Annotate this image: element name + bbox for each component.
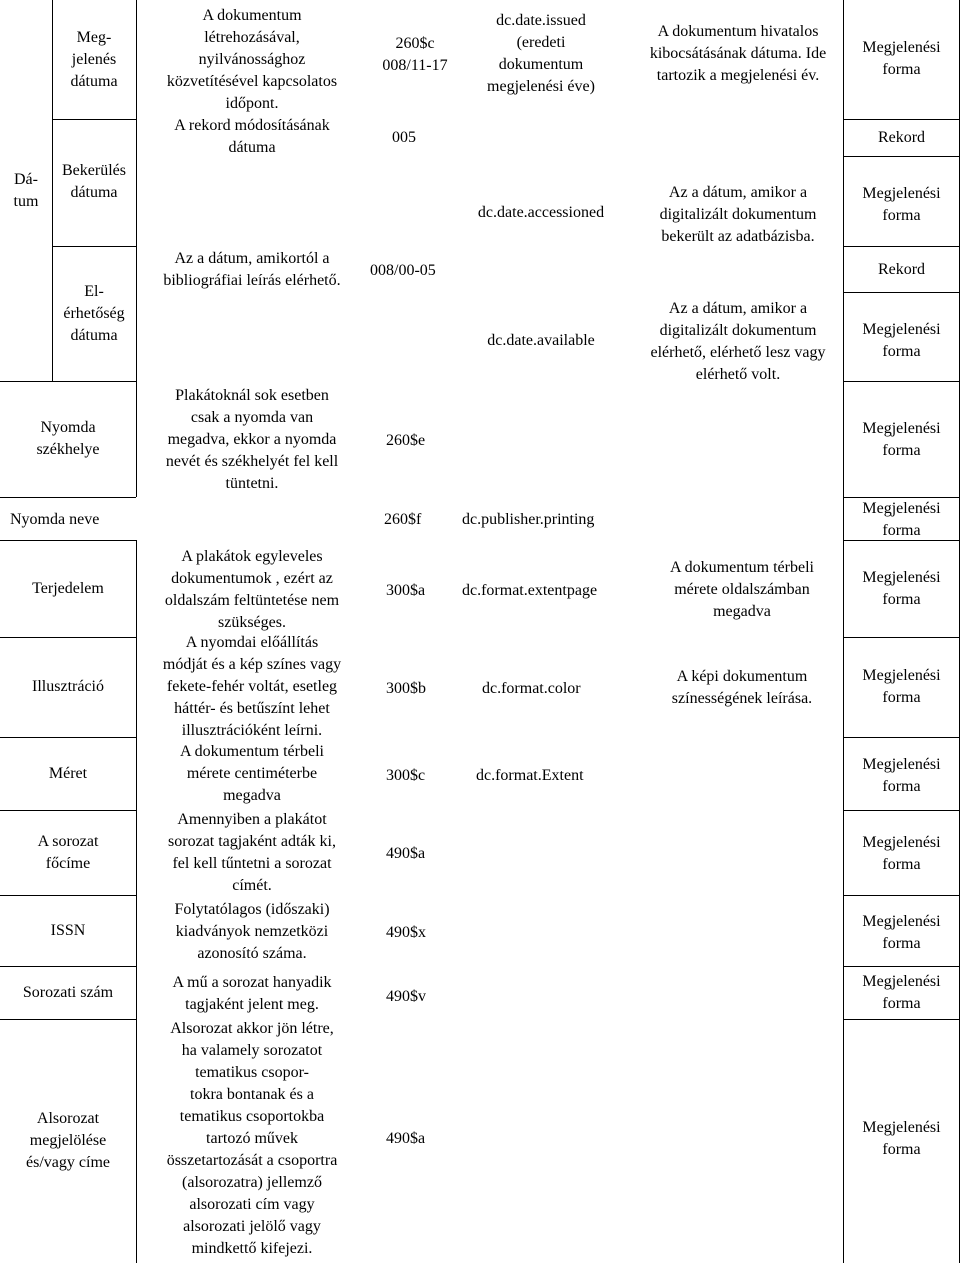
grid-line bbox=[843, 966, 960, 967]
nyomda-szekhelye-level: Megjelenési forma bbox=[862, 420, 941, 459]
bekerules-dc: dc.date.accessioned bbox=[477, 204, 605, 221]
sorozati-szam-level: Megjelenési forma bbox=[862, 973, 941, 1012]
grid-line bbox=[52, 246, 136, 247]
datum-group-label: Dá- tum bbox=[13, 170, 39, 210]
alsorozat-level: Megjelenési forma bbox=[862, 1119, 941, 1158]
grid-line bbox=[843, 246, 960, 247]
grid-line bbox=[52, 119, 136, 120]
meret-field: 300$c bbox=[386, 767, 426, 784]
nyomda-neve-dc: dc.publisher.printing bbox=[462, 511, 595, 528]
alsorozat-field: 490$a bbox=[386, 1130, 426, 1147]
modositas-field: 005 bbox=[392, 129, 416, 146]
modositas-level: Rekord bbox=[877, 129, 926, 146]
alsorozat-label: Alsorozat megjelölése és/vagy címe bbox=[26, 1110, 110, 1171]
megjelenes-desc: A dokumentum létrehozásával, nyilvánossághoz közvetítésével kapcsolatos időpont. bbox=[166, 7, 338, 112]
grid-line bbox=[843, 381, 960, 382]
nyomda-szekhelye-label: Nyomda székhelye bbox=[36, 419, 100, 458]
megjelenes-level: Megjelenési forma bbox=[862, 39, 941, 78]
grid-line bbox=[843, 292, 960, 293]
elerhetoseg-level: Megjelenési forma bbox=[862, 321, 941, 360]
terjedelem-note: A dokumentum térbeli mérete oldalszámban megadva bbox=[670, 559, 814, 620]
sorozat-focime-level: Megjelenési forma bbox=[862, 834, 941, 873]
terjedelem-field: 300$a bbox=[386, 582, 426, 599]
bekerules-level: Megjelenési forma bbox=[862, 185, 941, 224]
sorozati-szam-desc: A mű a sorozat hanyadik tagjaként jelent meg. bbox=[172, 974, 332, 1013]
grid-line bbox=[843, 1019, 960, 1020]
sorozati-szam-field: 490$v bbox=[386, 988, 426, 1005]
nyomda-szekhelye-field: 260$e bbox=[386, 432, 426, 449]
illusztracio-desc: A nyomdai előállítás módját és a kép színes vagy fekete-fehér voltát, esetleg háttér- és betűszínt lehet illusztrációként leírni. bbox=[162, 634, 342, 739]
megjelenes-dc: dc.date.issued (eredeti dokumentum megjelenési éve) bbox=[487, 12, 595, 95]
illusztracio-note: A képi dokumentum színességének leírása. bbox=[671, 668, 813, 707]
meret-label: Méret bbox=[48, 764, 88, 782]
sorozati-szam-label: Sorozati szám bbox=[22, 983, 114, 1001]
sorozat-focime-label: A sorozat főcíme bbox=[37, 832, 99, 872]
illusztracio-dc: dc.format.color bbox=[482, 680, 581, 697]
grid-line bbox=[843, 895, 960, 896]
elerhetoseg-dc: dc.date.available bbox=[487, 332, 595, 349]
sorozat-focime-desc: Amennyiben a plakátot sorozat tagjaként adták ki, fel kell tűntetni a sorozat címét. bbox=[168, 811, 336, 894]
grid-line bbox=[0, 497, 136, 498]
meret-level: Megjelenési forma bbox=[862, 756, 941, 795]
issn-field: 490$x bbox=[386, 924, 426, 941]
megjelenes-label: Meg- jelenés dátuma bbox=[70, 28, 118, 90]
terjedelem-label: Terjedelem bbox=[32, 579, 104, 597]
bekerules-label: Bekerülés dátuma bbox=[62, 162, 126, 201]
issn-desc: Folytatólagos (időszaki) kiadványok nemzetközi azonosító száma. bbox=[174, 901, 330, 962]
grid-line bbox=[843, 810, 960, 811]
bibliografia-field: 008/00-05 bbox=[370, 262, 436, 279]
meret-desc: A dokumentum térbeli mérete centiméterbe megadva bbox=[180, 743, 324, 804]
issn-label: ISSN bbox=[50, 921, 86, 939]
nyomda-neve-field: 260$f bbox=[384, 511, 422, 528]
grid-line bbox=[843, 637, 960, 638]
megjelenes-note: A dokumentum hivatalos kibocsátásának dátuma. Ide tartozik a megjelenési év. bbox=[649, 23, 827, 84]
illusztracio-level: Megjelenési forma bbox=[862, 667, 941, 706]
terjedelem-desc: A plakátok egyleveles dokumentumok , ezért az oldalszám feltüntetése nem szükséges. bbox=[164, 548, 340, 631]
issn-level: Megjelenési forma bbox=[862, 913, 941, 952]
bibliografia-desc: Az a dátum, amikortól a bibliográfiai leírás elérhető. bbox=[163, 250, 341, 289]
modositas-desc: A rekord módosításának dátuma bbox=[174, 117, 330, 156]
nyomda-szekhelye-desc: Plakátoknál sok esetben csak a nyomda van megadva, ekkor a nyomda nevét és székhelyét fel kell tüntetni. bbox=[165, 387, 339, 492]
bekerules-note: Az a dátum, amikor a digitalizált dokumentum bekerült az adatbázisba. bbox=[659, 184, 817, 245]
meret-dc: dc.format.Extent bbox=[476, 767, 584, 784]
alsorozat-desc: Alsorozat akkor jön létre, ha valamely sorozatot tematikus csopor- tokra bontanak és a tematikus csoportokba tartozó művek összetartozását a csoportra (alsorozatra) jellemző alsorozati cím vagy alsorozati jelölő vagy mindkettő kifejezi. bbox=[166, 1020, 338, 1257]
elerhetoseg-label: El- érhetőség dátuma bbox=[63, 283, 125, 344]
illusztracio-field: 300$b bbox=[386, 680, 426, 697]
sorozat-focime-field: 490$a bbox=[386, 845, 426, 862]
grid-line bbox=[843, 737, 960, 738]
megjelenes-field: 260$c 008/11-17 bbox=[382, 35, 448, 74]
nyomda-neve-level: Megjelenési forma bbox=[862, 500, 941, 539]
grid-line bbox=[843, 156, 960, 157]
terjedelem-dc: dc.format.extentpage bbox=[462, 582, 598, 599]
nyomda-neve-label: Nyomda neve bbox=[10, 511, 100, 528]
terjedelem-level: Megjelenési forma bbox=[862, 569, 941, 608]
bibliografia-level: Rekord bbox=[877, 261, 926, 278]
illusztracio-label: Illusztráció bbox=[32, 678, 104, 695]
elerhetoseg-note: Az a dátum, amikor a digitalizált dokumentum elérhető, elérhető lesz vagy elérhető volt. bbox=[650, 300, 826, 383]
